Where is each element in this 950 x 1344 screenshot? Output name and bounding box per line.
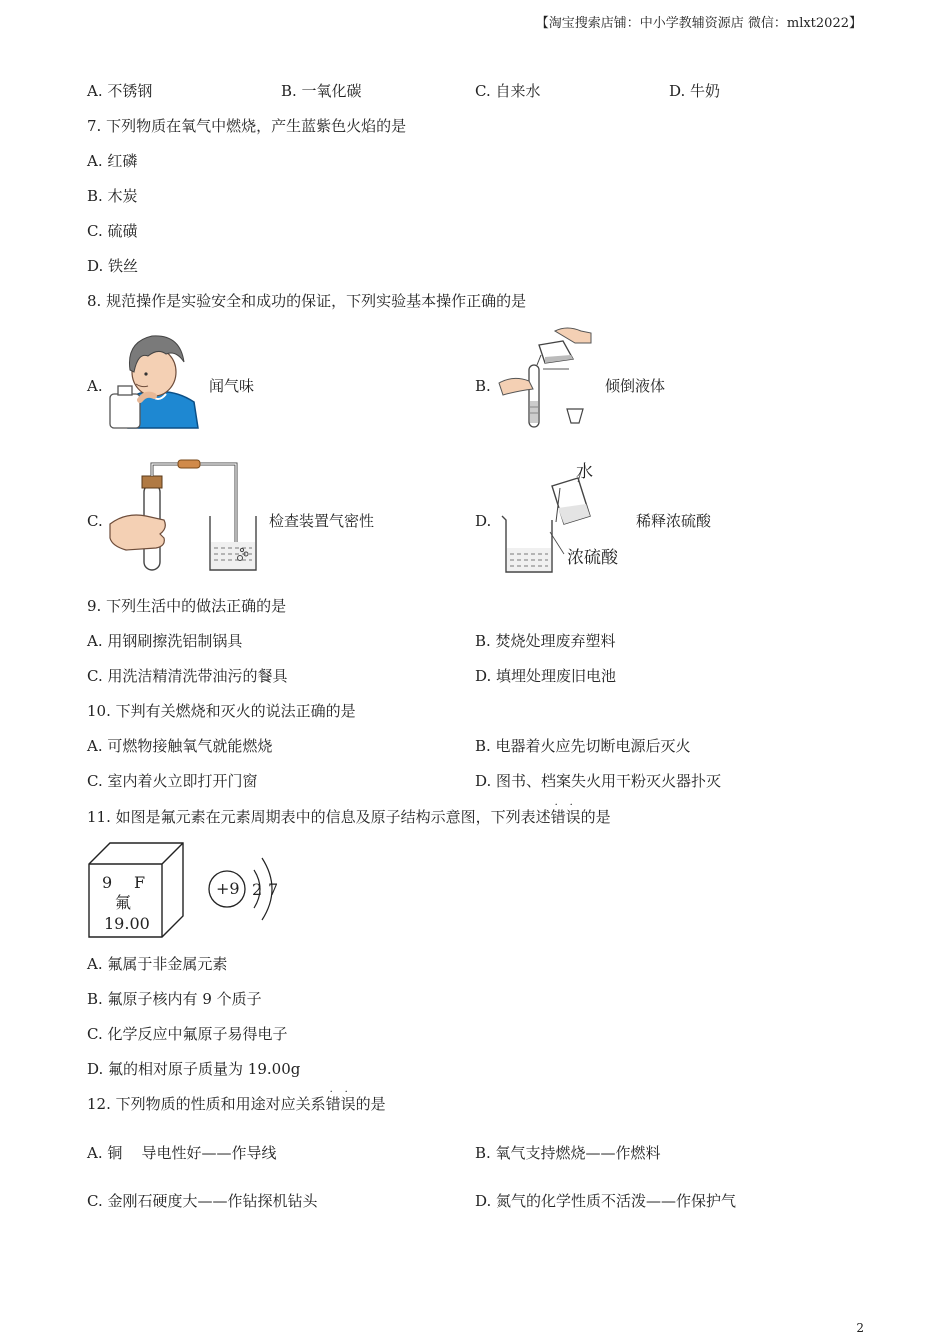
q7-option-a: A. 红磷 [87, 152, 138, 170]
q11-option-d: D. 氟的相对原子质量为 19.00g [87, 1060, 301, 1078]
q11-option-b: B. 氟原子核内有 9 个质子 [87, 990, 262, 1008]
q9-option-b: B. 焚烧处理废弃塑料 [475, 632, 616, 650]
atom-shell-1: 2 [252, 880, 263, 899]
q10-option-b: B. 电器着火应先切断电源后灭火 [475, 737, 691, 755]
q8-d-letter: D. [475, 512, 492, 530]
q12-emphasis-text: 错误 [325, 1095, 356, 1113]
q12-option-c: C. 金刚石硬度大——作钻探机钻头 [87, 1192, 318, 1210]
q8-stem: 8. 规范操作是实验安全和成功的保证，下列实验基本操作正确的是 [87, 292, 527, 310]
pour-liquid-illustration [497, 325, 597, 431]
q8-d-caption: 稀释浓硫酸 [636, 512, 712, 530]
q7-option-d: D. 铁丝 [87, 257, 139, 275]
q9-option-a: A. 用钢刷擦洗铝制锅具 [87, 632, 243, 650]
q9-option-c: C. 用洗洁精清洗带油污的餐具 [87, 667, 288, 685]
element-symbol: F [134, 873, 146, 892]
q10-option-c: C. 室内着火立即打开门窗 [87, 772, 258, 790]
airtightness-illustration [106, 458, 266, 576]
q7-stem: 7. 下列物质在氧气中燃烧，产生蓝紫色火焰的是 [87, 117, 407, 135]
q12-stem [87, 1087, 386, 1114]
q10-stem: 10. 下判有关燃烧和灭火的说法正确的是 [87, 702, 356, 720]
q9-stem: 9. 下列生活中的做法正确的是 [87, 597, 287, 615]
q8-a-letter: A. [87, 377, 103, 395]
q6-option-c: C. 自来水 [475, 82, 541, 100]
q8-b-caption: 倾倒液体 [605, 377, 666, 395]
q11-stem-before: 11. 如图是氟元素在元素周期表中的信息及原子结构示意图，下列表述 [87, 808, 551, 826]
q10-option-d: D. 图书、档案失火用干粉灭火器扑灭 [475, 772, 722, 790]
q11-option-a: A. 氟属于非金属元素 [87, 955, 228, 973]
q12-stem-after: 的是 [355, 1095, 386, 1113]
q9-option-d: D. 填埋处理废旧电池 [475, 667, 617, 685]
q11-option-c: C. 化学反应中氟原子易得电子 [87, 1025, 288, 1043]
q12-option-b: B. 氧气支持燃烧——作燃料 [475, 1144, 661, 1162]
q7-option-b: B. 木炭 [87, 187, 138, 205]
q6-option-b: B. 一氧化碳 [281, 82, 362, 100]
q11-emphasis-text: 错误 [550, 808, 581, 826]
q8-a-caption: 闻气味 [209, 377, 255, 395]
q12-emphasis: · · 错误 [325, 1087, 356, 1113]
conc-acid-label: 浓硫酸 [567, 548, 618, 568]
element-number: 9 [102, 873, 113, 892]
q12-option-a: A. 铜 导电性好——作导线 [87, 1144, 277, 1162]
q11-emphasis: · · 错误 [550, 800, 581, 826]
q12-stem-before: 12. 下列物质的性质和用途对应关系 [87, 1095, 326, 1113]
q8-b-letter: B. [475, 377, 491, 395]
page-header: 【淘宝搜索店铺：中小学教辅资源店 微信：mlxt2022】 [535, 16, 862, 31]
smell-gas-illustration [106, 332, 202, 430]
page-number: 2 [856, 1321, 864, 1335]
element-name: 氟 [115, 893, 132, 912]
q11-stem-after: 的是 [580, 808, 611, 826]
q6-option-d: D. 牛奶 [669, 82, 721, 100]
q8-c-caption: 检查装置气密性 [269, 512, 375, 530]
q12-option-d: D. 氮气的化学性质不活泼——作保护气 [475, 1192, 737, 1210]
q10-option-a: A. 可燃物接触氧气就能燃烧 [87, 737, 273, 755]
q6-option-a: A. 不锈钢 [87, 82, 153, 100]
atom-nucleus: +9 [216, 879, 240, 898]
element-mass: 19.00 [104, 914, 150, 933]
q8-c-letter: C. [87, 512, 103, 530]
water-label: 水 [576, 462, 593, 482]
q7-option-c: C. 硫磺 [87, 222, 138, 240]
atom-shell-2: 7 [268, 880, 279, 899]
q11-stem [87, 800, 611, 827]
